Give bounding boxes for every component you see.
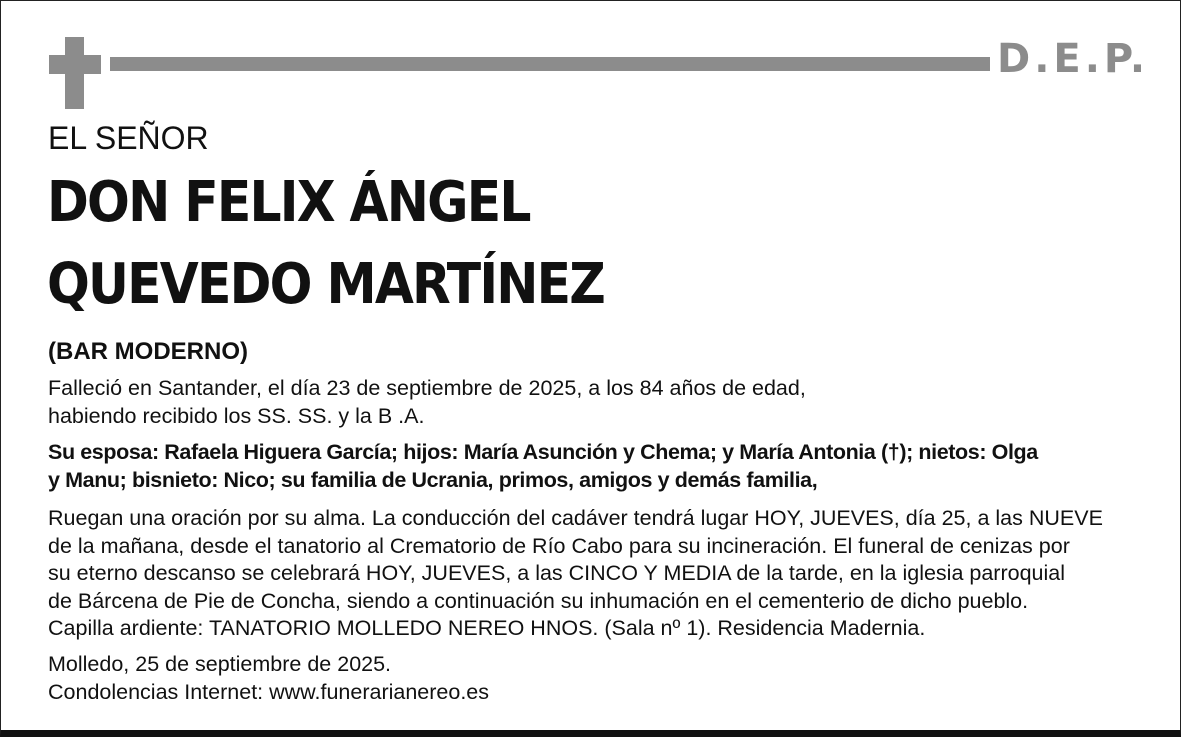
place-date: Molledo, 25 de septiembre de 2025.: [48, 652, 392, 676]
condolences-url[interactable]: Condolencias Internet: www.funerarianereo.es: [48, 680, 490, 704]
death-notice-line: habiendo recibido los SS. SS. y la B .A.: [48, 404, 425, 428]
header-rule: [110, 57, 990, 71]
family-line: Su esposa: Rafaela Higuera García; hijos: María Asunción y Chema; y María Antonia (†); nietos: Olga: [48, 440, 1038, 464]
dep-label: D.E.P.: [997, 36, 1150, 82]
funeral-line: Capilla ardiente: TANATORIO MOLLEDO NEREO HNOS. (Sala nº 1). Residencia Madernia.: [48, 616, 926, 640]
death-notice-line: Falleció en Santander, el día 23 de septiembre de 2025, a los 84 años de edad,: [48, 376, 806, 400]
funeral-line: su eterno descanso se celebrará HOY, JUEVES, a las CINCO Y MEDIA de la tarde, en la iglesia parroquial: [48, 561, 1065, 585]
cross-icon: [49, 37, 101, 109]
family-line: y Manu; bisnieto: Nico; su familia de Ucrania, primos, amigos y demás familia,: [48, 468, 818, 492]
nickname: (BAR MODERNO): [48, 338, 248, 365]
deceased-name-line-2: QUEVEDO MARTÍNEZ: [47, 252, 605, 317]
funeral-line: de Bárcena de Pie de Concha, siendo a continuación su inhumación en el cementerio de dicho pueblo.: [48, 589, 1029, 613]
funeral-line: Ruegan una oración por su alma. La conducción del cadáver tendrá lugar HOY, JUEVES, día 25, a las NUEVE: [48, 506, 1103, 530]
funeral-line: de la mañana, desde el tanatorio al Crematorio de Río Cabo para su incineración. El funeral de cenizas por: [48, 534, 1070, 558]
title-prefix: EL SEÑOR: [48, 120, 209, 156]
deceased-name-line-1: DON FELIX ÁNGEL: [47, 170, 530, 235]
